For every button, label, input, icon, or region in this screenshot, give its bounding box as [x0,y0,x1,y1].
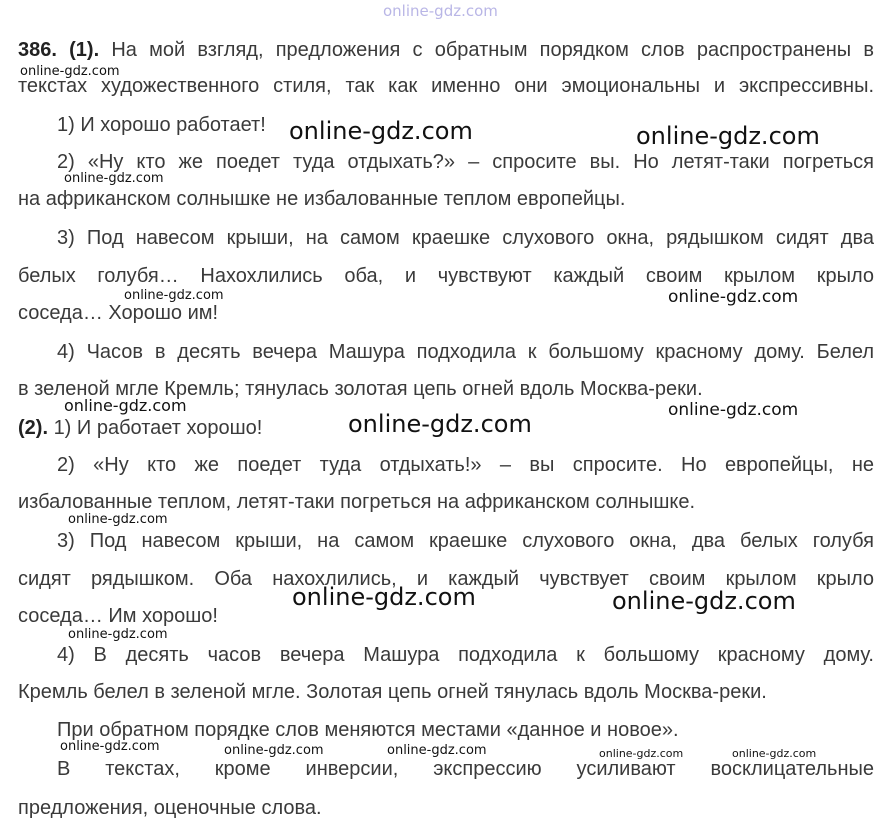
part2-sentence-4-line-2: Кремль белел в зеленой мгле. Золотая цепь огней тянулась вдоль Москва-реки. [18,681,767,703]
watermark: online-gdz.com [64,171,164,186]
watermark: online-gdz.com [289,117,473,145]
page-watermark-header: online-gdz.com [383,2,498,20]
part1-sentence-3-line-3: соседа… Хорошо им! [18,302,219,324]
part1-marker: (1). [69,39,100,61]
conclusion-paragraph-1: При обратном порядке слов меняются местами «данное и новое». [57,719,679,741]
intro-line-2: текстах художественного стиля, так как именно они эмоциональны и экспрессивны. [18,75,874,97]
watermark: online-gdz.com [60,739,160,754]
conclusion-paragraph-2-line-1: В текстах, кроме инверсии, экспрессию усиливают восклицательные [57,758,874,780]
watermark: online-gdz.com [732,747,817,760]
watermark: online-gdz.com [224,743,324,758]
part2-marker: (2). [18,417,48,439]
watermark: online-gdz.com [612,587,796,615]
part2-sentence-2-line-2: избалованные теплом, летят-таки погреться на африканском солнышке. [18,491,696,513]
watermark: online-gdz.com [668,400,799,420]
watermark: online-gdz.com [20,64,120,79]
watermark: online-gdz.com [64,396,187,415]
part2-sentence-4-line-1: 4) В десять часов вечера Машура подходила к большому красному дому. [57,644,874,666]
part2-sentence-3-line-1: 3) Под навесом крыши, на самом краешке слухового окна, два белых голубя [57,530,874,552]
watermark: online-gdz.com [292,583,476,611]
part2-sentence-3-line-2: сидят рядышком. Оба нахохлились, и каждый чувствует своим крылом крыло [18,568,874,590]
watermark: online-gdz.com [68,627,168,642]
part2-sentence-2-line-1: 2) «Ну кто же поедет туда отдыхать!» – вы спросите. Но европейцы, не [57,454,874,476]
watermark: online-gdz.com [599,747,684,760]
watermark: online-gdz.com [636,122,820,150]
part2-sentence-1: (2). 1) И работает хорошо! [18,417,263,439]
exercise-number: 386. [18,39,57,61]
intro-line-1: 386. (1). На мой взгляд, предложения с обратным порядком слов распространены в [18,39,875,61]
part1-sentence-2-line-2: на африканском солнышке не избалованные теплом европейцы. [18,188,626,210]
watermark: online-gdz.com [68,512,168,527]
part1-sentence-2-line-1: 2) «Ну кто же поедет туда отдыхать?» – спросите вы. Но летят-таки погреться [57,151,874,173]
part1-sentence-4-line-1: 4) Часов в десять вечера Машура подходила к большому красному дому. Белел [57,341,874,363]
watermark: online-gdz.com [387,743,487,758]
watermark: online-gdz.com [124,288,224,303]
part1-sentence-1: 1) И хорошо работает! [57,114,266,136]
part1-sentence-4-line-2: в зеленой мгле Кремль; тянулась золотая цепь огней вдоль Москва-реки. [18,378,703,400]
watermark: online-gdz.com [668,287,799,307]
part1-sentence-3-line-2: белых голубя… Нахохлились оба, и чувствуют каждый своим крылом крыло [18,265,874,287]
part1-sentence-3-line-1: 3) Под навесом крыши, на самом краешке слухового окна, рядышком сидят два [57,227,874,249]
part2-sentence-3-line-3: соседа… Им хорошо! [18,605,218,627]
conclusion-paragraph-2-line-2: предложения, оценочные слова. [18,797,322,819]
watermark: online-gdz.com [348,410,532,438]
